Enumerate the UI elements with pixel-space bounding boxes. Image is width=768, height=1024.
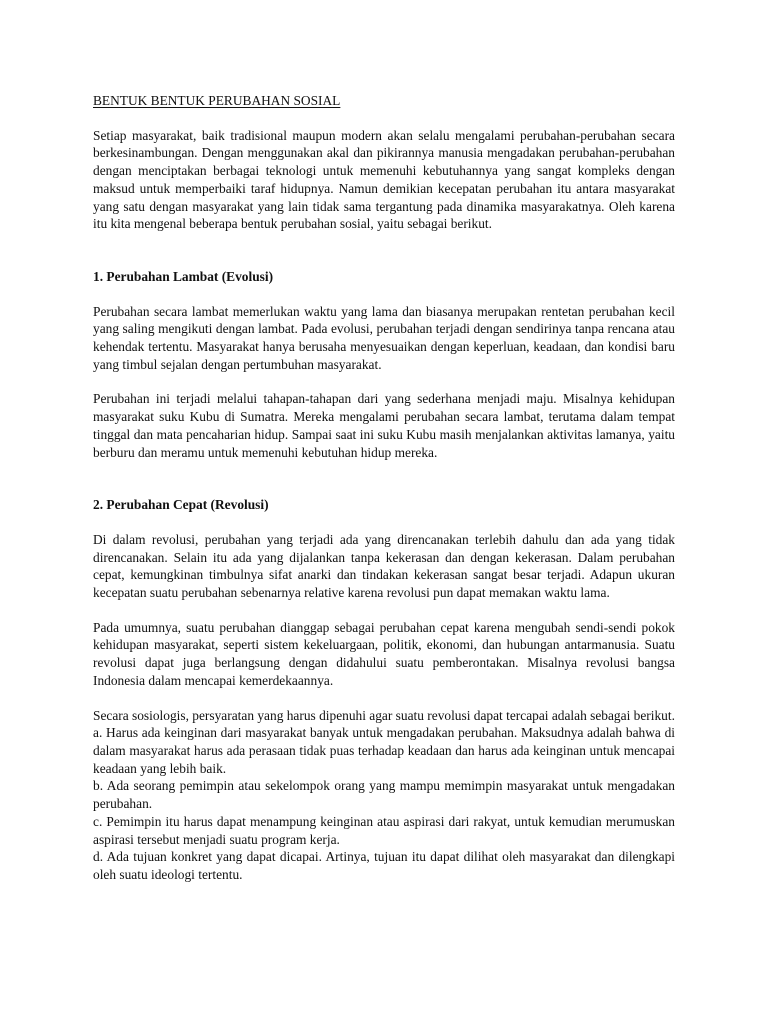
document-title: BENTUK BENTUK PERUBAHAN SOSIAL: [93, 93, 341, 108]
spacer: [93, 461, 675, 496]
requirement-item-c: c. Pemimpin itu harus dapat menampung keinginan atau aspirasi dari rakyat, untuk kemudian merumuskan aspirasi tersebut menjadi suatu program kerja.: [93, 813, 675, 847]
spacer: [93, 690, 675, 707]
requirement-item-b: b. Ada seorang pemimpin atau sekelompok orang yang mampu memimpin masyarakat untuk mengadakan perubahan.: [93, 778, 675, 812]
revolusi-paragraph-1: Di dalam revolusi, perubahan yang terjadi ada yang direncanakan terlebih dahulu dan ada yang tidak direncanakan. Selain itu ada yang dijalankan tanpa kekerasan dan dengan kekerasan. Dalam perubahan cepat, kemungkinan timbulnya sifat anarki dan tindakan kekerasan sangat besar terjadi. Adapun ukuran kecepatan suatu perubahan sebenarnya relative karena revolusi pun dapat memakan waktu lama.: [93, 531, 675, 601]
revolusi-paragraph-2: Pada umumnya, suatu perubahan dianggap sebagai perubahan cepat karena mengubah sendi-sendi pokok kehidupan masyarakat, seperti sistem kekeluargaan, politik, ekonomi, dan hubungan antarmanusia. Suatu revolusi dapat juga berlangsung dengan didahului suatu pemberontakan. Misalnya revolusi bangsa Indonesia dalam mencapai kemerdekaannya.: [93, 619, 675, 688]
spacer: [93, 373, 675, 390]
spacer: [93, 514, 675, 531]
evolusi-paragraph-2: Perubahan ini terjadi melalui tahapan-tahapan dari yang sederhana menjadi maju. Misalnya kehidupan masyarakat suku Kubu di Sumatra. Mereka mengalami perubahan secara lambat, terutama dalam tempat tinggal dan mata pencaharian hidup. Sampai saat ini suku Kubu masih menjalankan aktivitas lamanya, yaitu berburu dan meramu untuk memenuhi kebutuhan hidup mereka.: [93, 391, 675, 460]
spacer: [93, 286, 675, 303]
section-heading-evolusi: 1. Perubahan Lambat (Evolusi): [93, 268, 274, 284]
requirement-item-a: a. Harus ada keinginan dari masyarakat banyak untuk mengadakan perubahan. Maksudnya adalah bahwa di dalam masyarakat harus ada perasaan tidak puas terhadap keadaan dan harus ada keinginan untuk mencapai keadaan yang lebih baik.: [93, 725, 675, 776]
spacer: [93, 602, 675, 619]
intro-paragraph: Setiap masyarakat, baik tradisional maupun modern akan selalu mengalami perubahan-perubahan secara berkesinambungan. Dengan menggunakan akal dan pikirannya manusia mengadakan perubahan-perubahan dengan menciptakan berbagai teknologi untuk memenuhi kebutuhannya yang sangat kompleks dengan maksud untuk memperbaiki taraf hidupnya. Namun demikian kecepatan perubahan itu antara masyarakat yang satu dengan masyarakat yang lain tidak sama tergantung pada dinamika masyarakatnya. Oleh karena itu kita mengenal beberapa bentuk perubahan sosial, yaitu sebagai berikut.: [93, 127, 675, 232]
revolusi-paragraph-3: Secara sosiologis, persyaratan yang harus dipenuhi agar suatu revolusi dapat tercapai adalah sebagai berikut.: [93, 707, 675, 723]
document-body: [93, 92, 675, 884]
evolusi-paragraph-1: Perubahan secara lambat memerlukan waktu yang lama dan biasanya merupakan rentetan perubahan kecil yang saling mengikuti dengan lambat. Pada evolusi, perubahan terjadi dengan sendirinya tanpa rencana atau kehendak tertentu. Masyarakat hanya berusaha menyesuaikan dengan keperluan, keadaan, dan kondisi baru yang timbul sejalan dengan pertumbuhan masyarakat.: [93, 303, 675, 372]
spacer: [93, 233, 675, 268]
requirement-item-d: d. Ada tujuan konkret yang dapat dicapai. Artinya, tujuan itu dapat dilihat oleh masyarakat dan dilengkapi oleh suatu ideologi tertentu.: [93, 849, 675, 882]
section-heading-revolusi: 2. Perubahan Cepat (Revolusi): [93, 497, 269, 513]
